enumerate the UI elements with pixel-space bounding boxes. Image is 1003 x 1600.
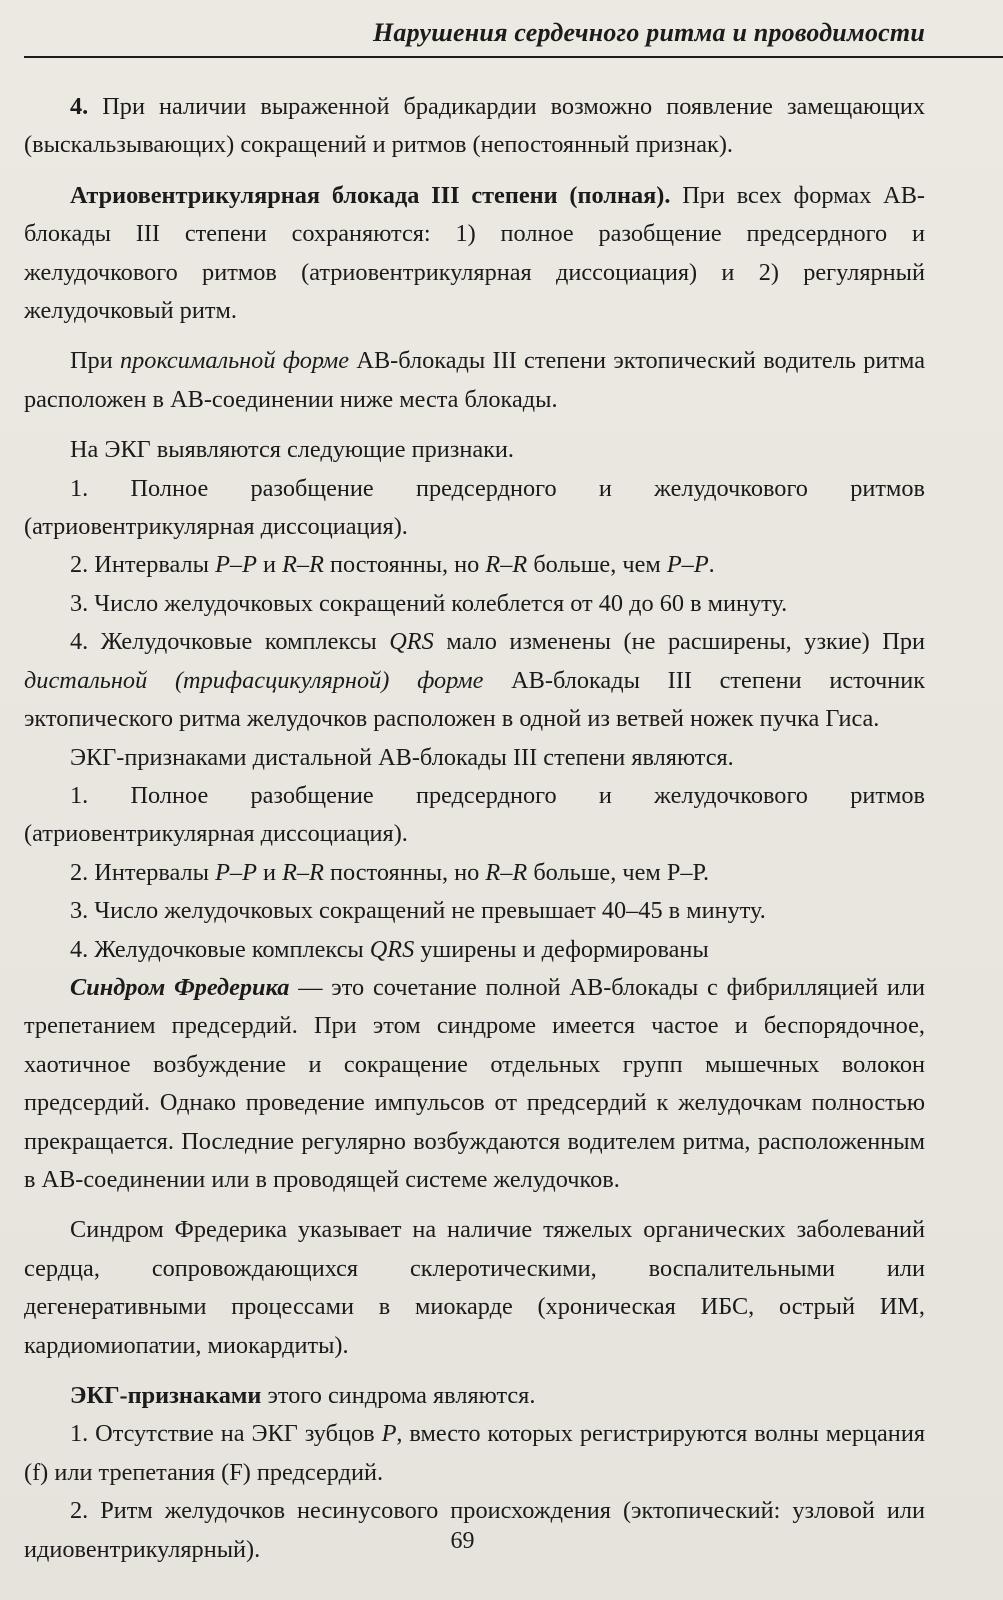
- paragraph-8: [24, 1377, 925, 1415]
- header-rule: [24, 56, 1003, 58]
- paragraph-text: и: [256, 858, 283, 886]
- paragraph-5: ЭКГ-признаками дистальной АВ-блокады III степени являются.: [70, 743, 734, 771]
- paragraph-text: больше, чем Р–Р.: [527, 858, 710, 886]
- list-item-4: [24, 623, 925, 738]
- section-heading: Атриовентрикулярная блокада III степени (полная).: [70, 181, 671, 209]
- paragraph-text: 2. Интервалы: [70, 858, 216, 886]
- paragraph-1: [24, 88, 925, 165]
- paragraph-text: этого синдрома являются.: [261, 1382, 536, 1409]
- paragraph-text: 4. Желудочковые комплексы: [70, 628, 390, 656]
- paragraph-text: , вместо которых регистрируются волны мерцания (f) или трепетания (F) предсердий.: [24, 1420, 925, 1486]
- paragraph-text: АВ-блокады III степени источник эктопического ритма желудочков расположен в одной из ветвей ножек пучка Гиса.: [24, 666, 925, 733]
- paragraph-6: [24, 969, 925, 1199]
- paragraph-text: постоянны, но: [323, 551, 486, 579]
- list-item-10: 2. Ритм желудочков несинусового происхождения (эктопический: узловой или идиовентрикулярный).: [24, 1497, 925, 1563]
- bold-term: ЭКГ-признаками: [70, 1382, 262, 1409]
- page-number: 69: [450, 1528, 475, 1554]
- interval-symbol: R–R: [485, 858, 528, 886]
- wave-symbol: P: [381, 1420, 397, 1448]
- paragraph-text: 2. Интервалы: [70, 551, 216, 579]
- paragraph-text: 1. Отсутствие на ЭКГ зубцов: [70, 1420, 382, 1448]
- paragraph-text: .: [708, 551, 715, 579]
- paragraph-text: — это сочетание полной АВ-блокады с фибрилляцией или трепетанием предсердий. При этом синдроме имеется частое и беспорядочное, хаотичное возбуждение и сокращение отдельных групп мышечных волокон предсердий. Однако проведение импульсов от предсердий к желудочкам полностью прекращается. Последние регулярно возбуждаются водителем ритма, расположенным в АВ-соединении или в проводящей системе желудочков.: [24, 973, 925, 1193]
- list-item-7: 3. Число желудочковых сокращений не превышает 40–45 в минуту.: [70, 897, 766, 925]
- list-item-9: [24, 1415, 925, 1492]
- item-number: 4.: [70, 93, 89, 120]
- paragraph-text: При всех формах АВ-блокады III степени сохраняются: 1) полное разобщение предсердного и желудочкового ритмов (атриовентрикулярная диссоциация) и 2) регулярный желудочковый ритм.: [24, 181, 925, 325]
- page-body: [24, 88, 925, 1569]
- paragraph-text: постоянны, но: [323, 858, 486, 886]
- interval-symbol: R–R: [282, 858, 324, 886]
- paragraph-text: При: [70, 347, 120, 375]
- list-item-6: [24, 854, 925, 892]
- list-item-2: [24, 546, 925, 584]
- interval-symbol: P–P: [215, 551, 257, 579]
- paragraph-text: 4. Желудочковые комплексы: [70, 935, 370, 963]
- paragraph-7: Синдром Фредерика указывает на наличие тяжелых органических заболеваний сердца, сопровождающихся склеротическими, воспалительными или дегенеративными процессами в миокарде (хроническая ИБС, острый ИМ, кардиомиопатии, миокардиты).: [24, 1216, 925, 1359]
- paragraph-text: и: [256, 551, 283, 579]
- complex-symbol: QRS: [369, 935, 415, 963]
- paragraph-text: уширены и деформированы: [414, 935, 709, 963]
- list-item-3: 3. Число желудочковых сокращений колеблется от 40 до 60 в минуту.: [70, 589, 788, 617]
- paragraph-2: [24, 177, 925, 331]
- interval-symbol: R–R: [485, 551, 528, 579]
- paragraph-4: На ЭКГ выявляются следующие признаки.: [70, 436, 514, 464]
- complex-symbol: QRS: [389, 628, 434, 656]
- list-item-8: [24, 931, 925, 969]
- paragraph-text: больше, чем: [527, 551, 667, 579]
- emphasis-term: дистальной (трифасцикулярной) форме: [24, 666, 484, 694]
- interval-symbol: P–P: [666, 551, 709, 579]
- running-header: Нарушения сердечного ритма и проводимости: [372, 18, 925, 47]
- paragraph-3: [24, 342, 925, 419]
- list-item-5: 1. Полное разобщение предсердного и желудочкового ритмов (атриовентрикулярная диссоциация).: [24, 781, 925, 848]
- interval-symbol: P–P: [215, 858, 257, 886]
- paragraph-text: АВ-блокады III степени эктопический водитель ритма расположен в АВ-соединении ниже места блокады.: [24, 347, 925, 413]
- emphasis-term: проксимальной форме: [120, 347, 350, 375]
- list-item-1: 1. Полное разобщение предсердного и желудочкового ритмов (атриовентрикулярная диссоциация).: [24, 474, 925, 541]
- paragraph-text: При наличии выраженной брадикардии возможно появление замещающих (выскальзывающих) сокращений и ритмов (непостоянный признак).: [24, 93, 925, 159]
- paragraph-text: мало изменены (не расширены, узкие) При: [433, 628, 925, 656]
- syndrome-term: Синдром Фредерика: [70, 973, 290, 1001]
- interval-symbol: R–R: [282, 551, 324, 579]
